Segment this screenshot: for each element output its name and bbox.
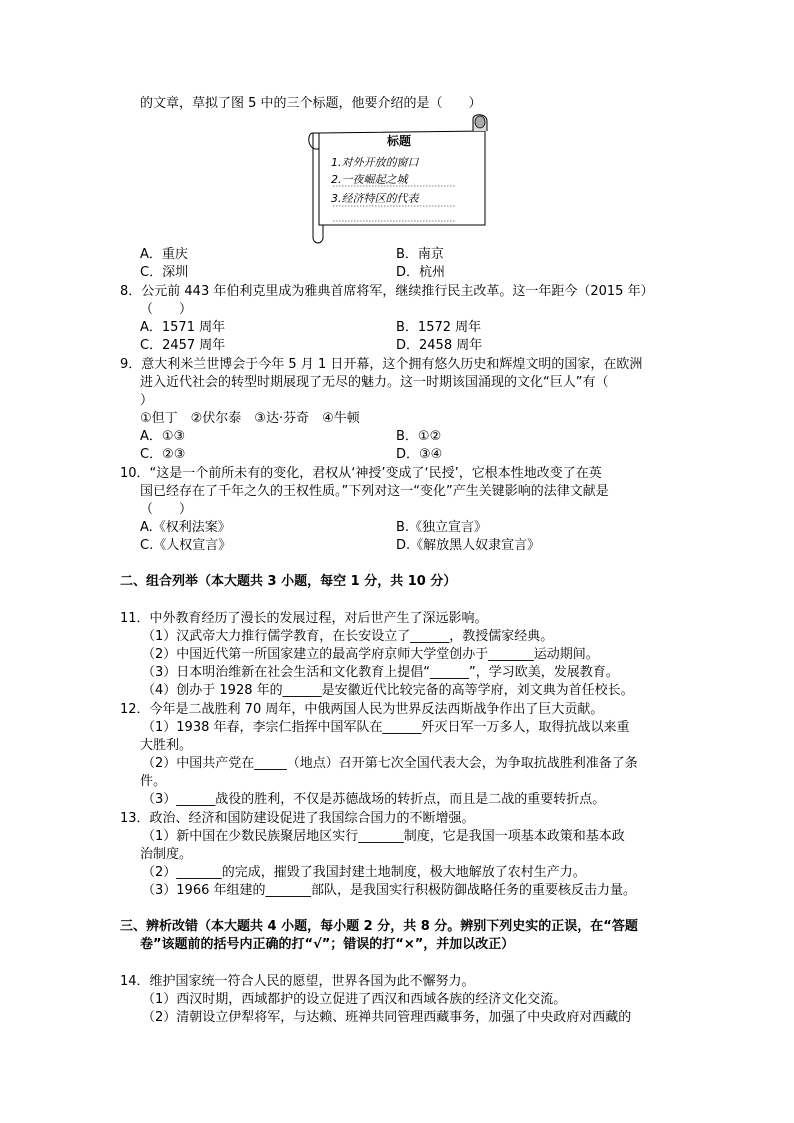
q8-option-c: C．2457 周年 [140, 338, 226, 353]
q9-choices: ①但丁 ②伏尔泰 ③达·芬奇 ④牛顿 [140, 411, 360, 426]
q7-option-a: A．重庆 [140, 247, 188, 262]
q9-option-d: D．③④ [396, 447, 443, 462]
q7-option-c: C．深圳 [140, 265, 189, 280]
q12-item-1a: （1）1938 年春，李宗仁指挥中国军队在______歼灭日军一万多人，取得抗战以来重 [142, 720, 630, 735]
q11-item-2: （2）中国近代第一所国家建立的最高学府京师大学堂创办于_______运动期间。 [142, 647, 599, 662]
q12-item-1b: 大胜利。 [140, 738, 193, 753]
q10-option-a: A.《权利法案》 [140, 520, 231, 535]
q11-stem: 11．中外教育经历了漫长的发展过程，对后世产生了深远影响。 [120, 611, 488, 626]
scroll-title: 标题 [387, 134, 412, 148]
scroll-item-1: 1.对外开放的窗口 [331, 156, 419, 169]
q13-item-1a: （1）新中国在少数民族聚居地区实行_______制度，它是我国一项基本政策和基本政 [142, 829, 625, 844]
q7-stem-tail: 的文章，草拟了图 5 中的三个标题，他要介绍的是（ ） [140, 96, 482, 111]
q10-stem-line1: 10．“这是一个前所未有的变化，君权从‘神授’变成了‘民授’，它根本性地改变了在英 [120, 466, 602, 481]
q9-option-b: B．①② [396, 429, 442, 444]
q9-option-a: A．①③ [140, 429, 186, 444]
scroll-figure [305, 113, 490, 248]
q9-option-c: C．②③ [140, 447, 186, 462]
q10-stem-line3: （ ） [140, 502, 193, 517]
section3-title-line1: 三、辨析改错（本大题共 4 小题，每小题 2 分，共 8 分。辨别下列史实的正误，在“答题 [120, 919, 638, 934]
q14-item-1: （1）西汉时期，西域都护的设立促进了西汉和西域各族的经济文化交流。 [142, 992, 567, 1007]
scroll-item-2: 2.一夜崛起之城 [331, 173, 408, 186]
q8-option-d: D．2458 周年 [396, 338, 483, 353]
section3-title-line2: 卷”该题前的括号内正确的打“√”；错误的打“×”，并加以改正） [140, 937, 515, 952]
q7-option-d: D．杭州 [396, 265, 446, 280]
q13-stem: 13．政治、经济和国防建设促进了我国综合国力的不断增强。 [120, 811, 475, 826]
q12-stem: 12．今年是二战胜利 70 周年，中俄两国人民为世界反法西斯战争作出了巨大贡献。 [120, 702, 604, 717]
q9-stem-line1: 9．意大利米兰世博会于今年 5 月 1 日开幕，这个拥有悠久历史和辉煌文明的国家，在欧洲 [120, 357, 643, 372]
q10-option-d: D.《解放黑人奴隶宣言》 [396, 538, 541, 553]
q7-option-b: B．南京 [396, 247, 444, 262]
q8-option-a: A．1571 周年 [140, 320, 226, 335]
section2-title: 二、组合列举（本大题共 3 小题，每空 1 分，共 10 分） [120, 574, 457, 589]
q12-item-2b: 件。 [140, 774, 167, 789]
q10-option-b: B.《独立宣言》 [396, 520, 488, 535]
q10-stem-line2: 国已经存在了千年之久的王权性质。”下列对这一“变化”产生关键影响的法律文献是 [140, 484, 609, 499]
q14-item-2: （2）清朝设立伊犁将军，与达赖、班禅共同管理西藏事务，加强了中央政府对西藏的 [142, 1010, 632, 1025]
q8-option-b: B．1572 周年 [396, 320, 482, 335]
q11-item-4: （4）创办于 1928 年的______是安徽近代比较完备的高等学府，刘文典为首任校长。 [142, 683, 634, 698]
q10-option-c: C.《人权宣言》 [140, 538, 232, 553]
scroll-item-3: 3.经济特区的代表 [331, 192, 419, 205]
q12-item-3: （3）______战役的胜利，不仅是苏德战场的转折点，而且是二战的重要转折点。 [142, 792, 606, 807]
q13-item-1b: 治制度。 [140, 847, 193, 862]
q8-stem-line1: 8．公元前 443 年伯利克里成为雅典首席将军，继续推行民主改革。这一年距今（2015 年） [120, 284, 654, 299]
q8-stem-line2: （ ） [140, 302, 193, 317]
q9-stem-line3: ） [140, 393, 154, 408]
q9-stem-line2: 进入近代社会的转型时期展现了无尽的魅力。这一时期该国涌现的文化“巨人”有（ [140, 375, 609, 390]
q11-item-3: （3）日本明治维新在社会生活和文化教育上提倡“______”，学习欧美，发展教育。 [142, 665, 619, 680]
q13-item-3: （3）1966 年组建的_______部队，是我国实行积极防御战略任务的重要核反击力量。 [142, 883, 636, 898]
q12-item-2a: （2）中国共产党在_____（地点）召开第七次全国代表大会，为争取抗战胜利准备了条 [142, 756, 638, 771]
q14-stem: 14．维护国家统一符合人民的愿望，世界各国为此不懈努力。 [120, 974, 475, 989]
q11-item-1: （1）汉武帝大力推行儒学教育，在长安设立了______，教授儒家经典。 [142, 629, 554, 644]
q13-item-2: （2）_______的完成，摧毁了我国封建土地制度，极大地解放了农村生产力。 [142, 865, 586, 880]
